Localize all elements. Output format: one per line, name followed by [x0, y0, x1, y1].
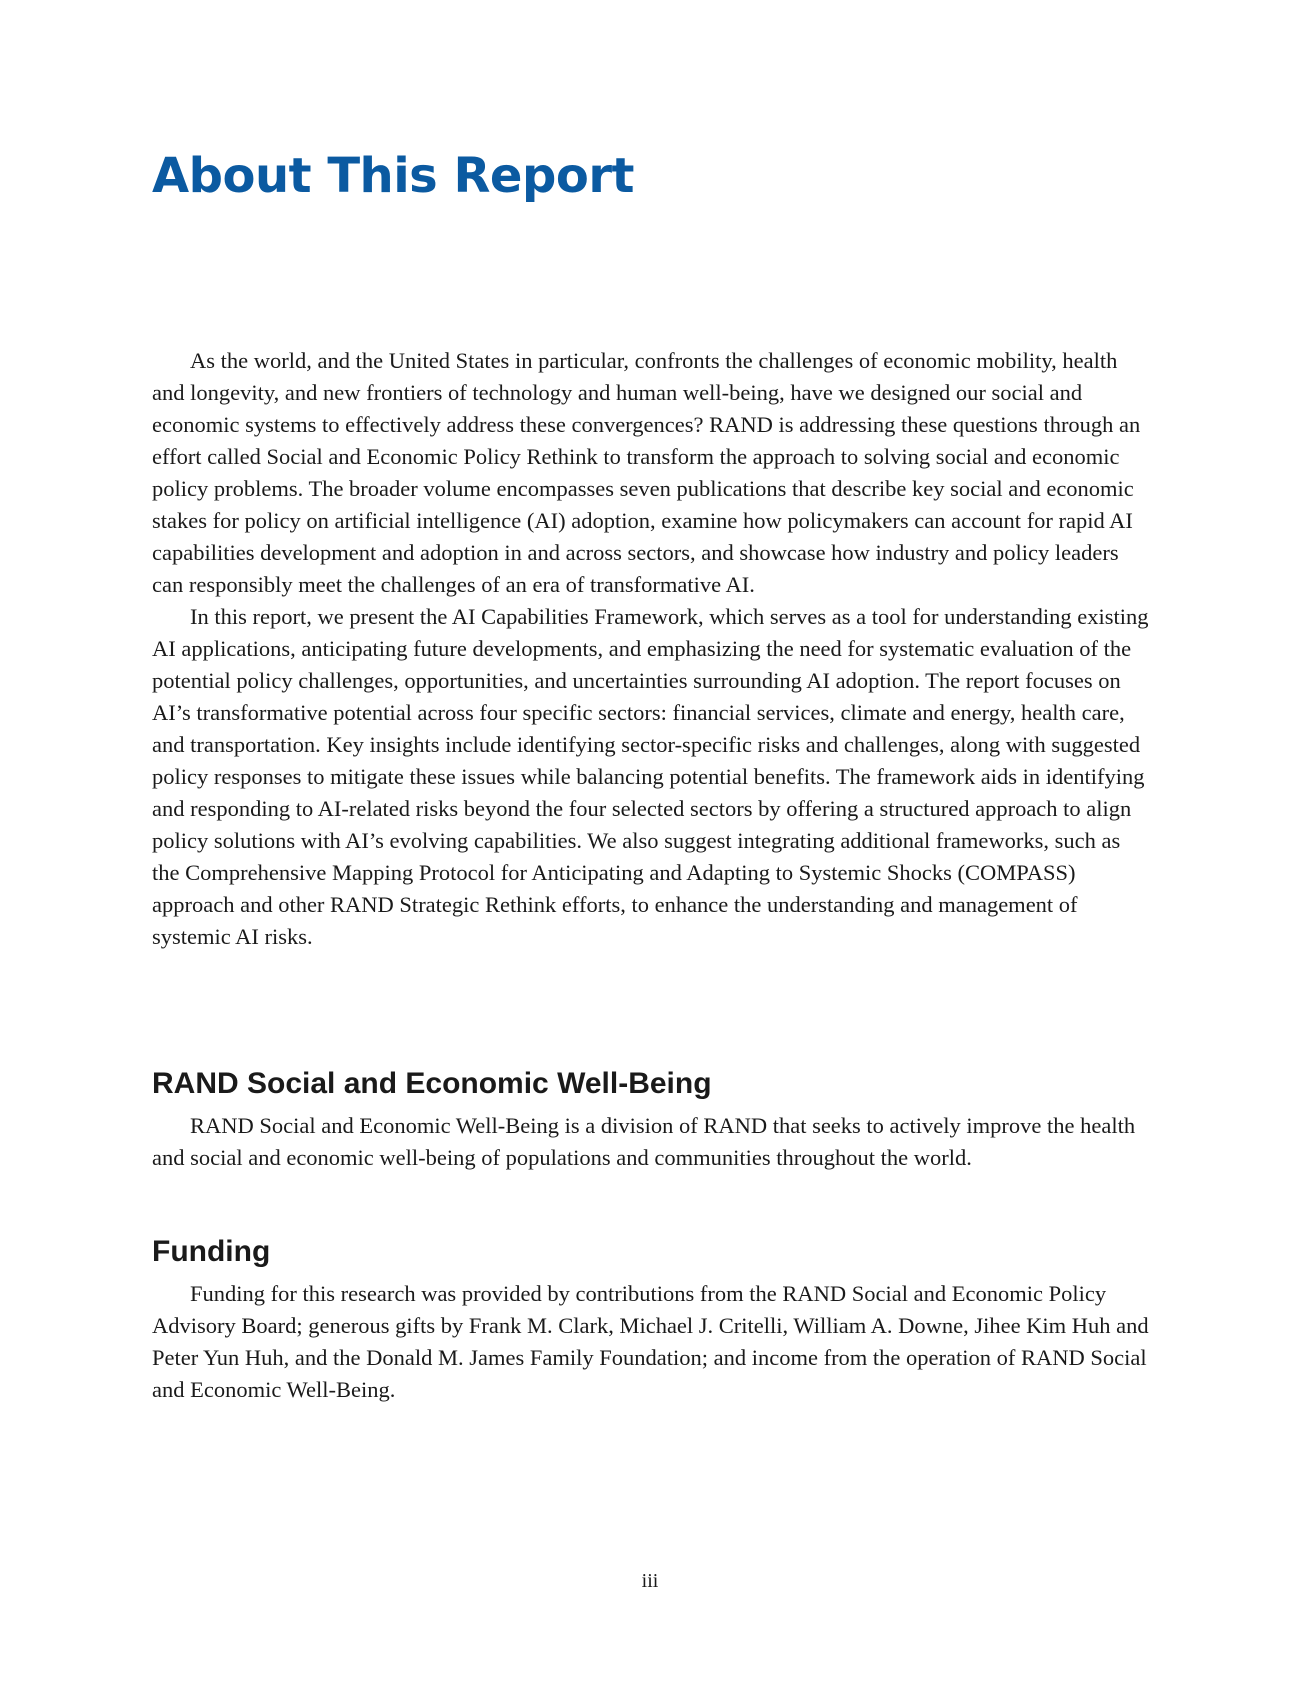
section-paragraph: Funding for this research was provided by contributions from the RAND Social and Economic Policy Advisory Board; generous gifts by Frank M. Clark, Michael J. Critelli, William A. Downe, Jihee Kim Huh and Peter Yun Huh, and the Donald M. James Family Foundation; and income from the operation of RAND Social and Economic Well-Being. — [152, 1281, 1149, 1402]
rand-division-section — [152, 1066, 1152, 1174]
section-paragraph: RAND Social and Economic Well-Being is a division of RAND that seeks to actively improve the health and social and economic well-being of populations and communities throughout the world. — [152, 1113, 1136, 1170]
page-number: iii — [641, 1570, 659, 1592]
intro-paragraph: As the world, and the United States in particular, confronts the challenges of economic mobility, health and longevity, and new frontiers of technology and human well-being, have we designed our social and economic systems to effectively address these convergences? RAND is addressing these questions through an effort called Social and Economic Policy Rethink to transform the approach to solving social and economic policy problems. The broader volume encompasses seven publications that describe key social and economic stakes for policy on artificial intelligence (AI) adoption, examine how policymakers can account for rapid AI capabilities development and adoption in and across sectors, and showcase how industry and policy leaders can responsibly meet the challenges of an era of transformative AI. — [152, 348, 1141, 597]
page-title: About This Report — [152, 148, 634, 204]
intro-paragraph: In this report, we present the AI Capabilities Framework, which serves as a tool for understanding existing AI applications, anticipating future developments, and emphasizing the need for systematic evaluation of the potential policy challenges, opportunities, and uncertainties surrounding AI adoption. The report focuses on AI’s transformative potential across four specific sectors: financial services, climate and energy, health care, and transportation. Key insights include identifying sector-specific risks and challenges, along with suggested policy responses to mitigate these issues while balancing potential benefits. The framework aids in identifying and responding to AI-related risks beyond the four selected sectors by offering a structured approach to align policy solutions with AI’s evolving capabilities. We also suggest integrating additional frameworks, such as the Comprehensive Mapping Protocol for Anticipating and Adapting to Systemic Shocks (COMPASS) approach and other RAND Strategic Rethink efforts, to enhance the understanding and management of systemic AI risks. — [152, 604, 1149, 949]
section-heading: RAND Social and Economic Well-Being — [152, 1067, 712, 1100]
funding-section — [152, 1234, 1152, 1406]
section-heading: Funding — [152, 1235, 271, 1268]
intro-section — [152, 345, 1152, 953]
